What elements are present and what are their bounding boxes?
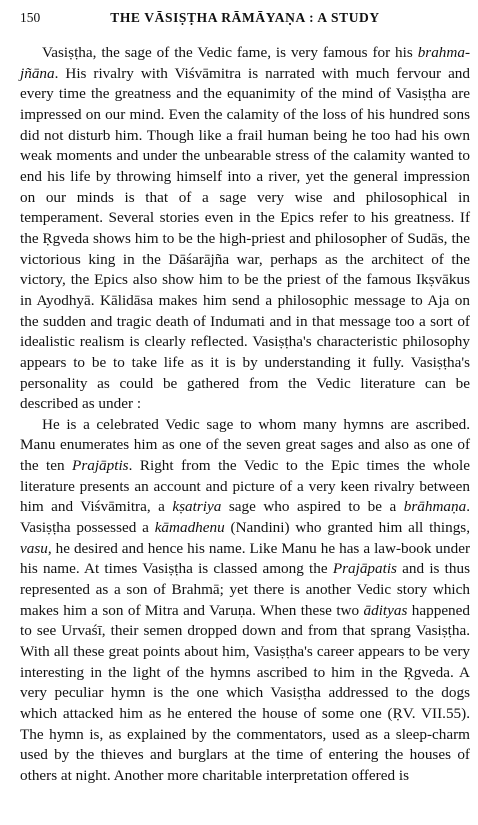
paragraph-2 bbox=[20, 415, 470, 787]
paragraph-2-italic-kamadhenu: kāmadhenu bbox=[154, 519, 225, 537]
paragraph-2-text-3: sage who aspired to be a bbox=[221, 498, 404, 516]
page-number: 150 bbox=[20, 10, 41, 25]
paragraph-2-text-1: He is a celebrated Vedic sage to whom many hymns are ascribed. Manu enumerates him as one of the seven great sages and also as one of the ten bbox=[20, 415, 470, 475]
paragraph-1-text-1: Vasiṣṭha, the sage of the Vedic fame, is very famous for his bbox=[42, 44, 418, 61]
body-text bbox=[20, 43, 470, 787]
paragraph-2-italic-adityas: ādityas bbox=[363, 601, 408, 619]
paragraph-2-text-7: and is thus represented as a son of Brahmā; yet there is another Vedic story which makes him a son of Mitra and Varuṇa. When these two bbox=[20, 560, 470, 619]
paragraph-1-text-2: . His rivalry with Viśvāmitra is narrated with much fervour and every time the greatness and the equanimity of the mind of Vasiṣṭha are impressed on our mind. Even the calamity of the loss of his hundred sons did not disturb him. Though like a frail human being he too had his own weak moments and under the unbearable stress of the calamity wanted to end his life by throwing himself into a river, yet the general impression on our minds is that of a sage very wise and philosophical in temperament. Several stories even in the Epics refer to his greatness. If the Ṛgveda shows him to be the high-priest and philosopher of Sudās, the victorious king in the Dāśarājña war, perhaps as the architect of the victory, the Epics also show him to be the priest of the famous Ikṣvākus in Ayodhyā. Kālidāsa makes him send a philosophic message to Aja on the sudden and tragic death of Indumati and in that message too a sort of idealistic realism is clearly reflected. Vasiṣṭha's characteristic philosophy appears to be to take life as it is by understanding it fully. Vasiṣṭha's personality as could be gathered from the Vedic literature can be described as under : bbox=[20, 64, 470, 413]
running-title: THE VĀSIṢṬHA RĀMĀYAṆA : A STUDY bbox=[110, 10, 380, 25]
paragraph-2-text-6: , he desired and hence his name. Like Manu he has a law-book under his name. At times Vasiṣṭha is classed among the bbox=[20, 539, 470, 578]
paragraph-2-italic-prajapatis: Prajāpatis bbox=[332, 560, 397, 578]
paragraph-2-italic-ksatriya: kṣatriya bbox=[172, 498, 222, 516]
paragraph-2-italic-vasu: vasu bbox=[20, 539, 48, 557]
paragraph-2-text-8: happened to see Urvaśī, their semen dropped down and from that sprang Vasiṣṭha. With all these great points about him, Vasiṣṭha's career appears to be very interesting in the light of the hymns ascribed to him in the Ṛgveda. A very peculiar hymn is the one which Vasiṣṭha addressed to the dogs which attacked him as he entered the house of some one (ṚV. VII.55). The hymn is, as explained by the commentators, used as a sleep-charm used by the thieves and burglars at the time of entering the houses of others at night. Another more charitable interpretation offered is bbox=[20, 601, 470, 784]
paragraph-1-italic-brahma-jnana: brahma-jñāna bbox=[20, 44, 470, 82]
paragraph-2-text-4: . Vasiṣṭha possessed a bbox=[20, 498, 471, 537]
paragraph-2-text-5: (Nandini) who granted him all things, bbox=[224, 519, 471, 537]
paragraph-2-text-2: . Right from the Vedic to the Epic times the whole literature presents an account and picture of a very keen rivalry between him and Viśvāmitra, a bbox=[20, 457, 470, 516]
paragraph-1 bbox=[20, 43, 470, 415]
paragraph-2-italic-brahmana: brāhmaṇa bbox=[403, 498, 467, 516]
paragraph-2-italic-prajaptis: Prajāptis bbox=[72, 457, 129, 475]
running-head bbox=[20, 6, 470, 30]
